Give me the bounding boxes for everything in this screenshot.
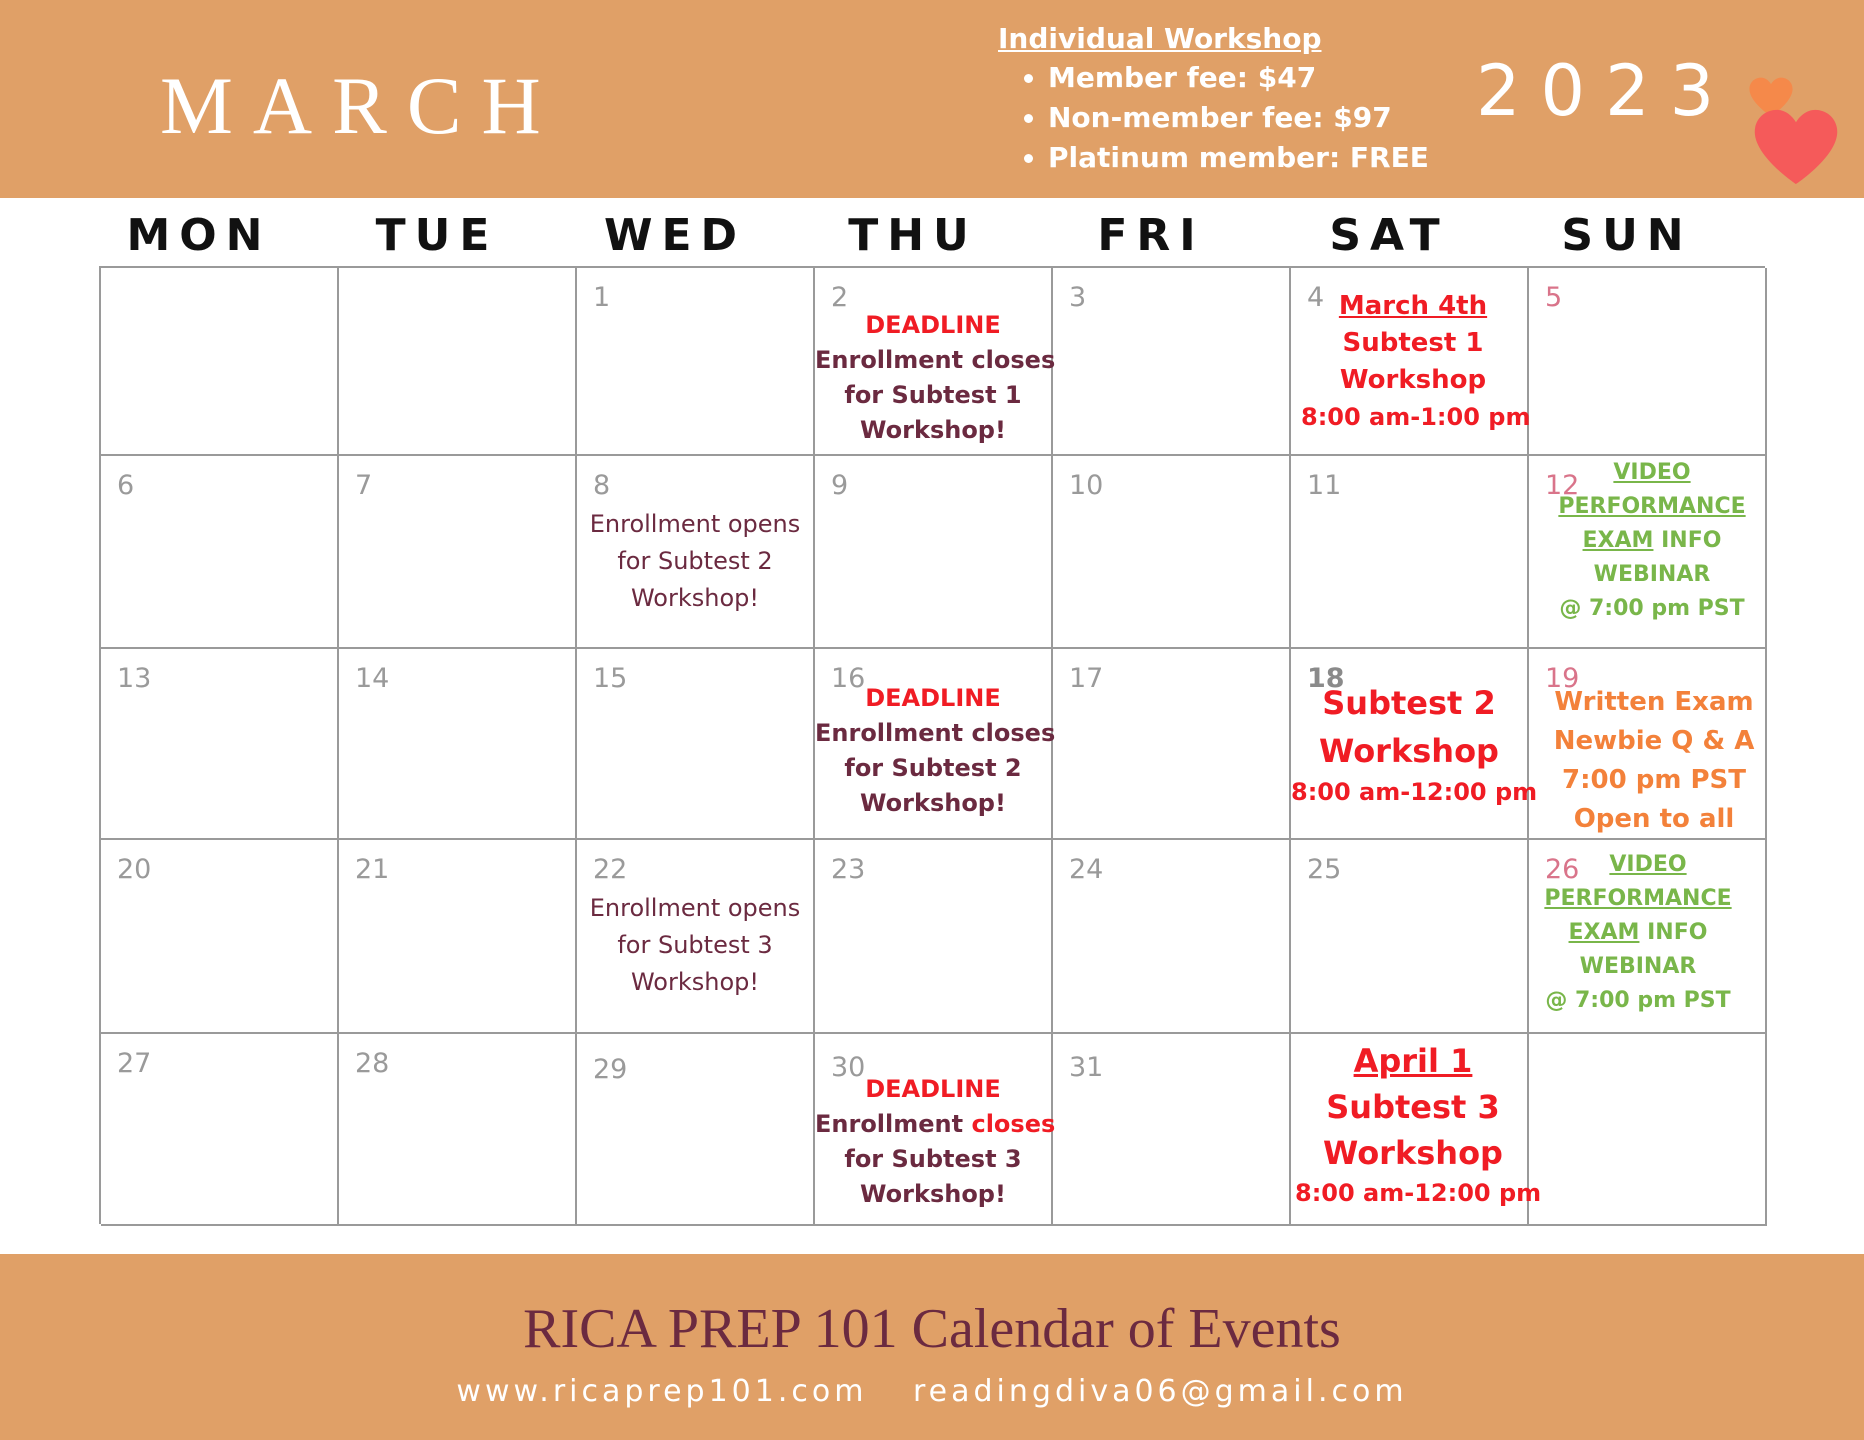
event-line: Subtest 3	[1326, 1088, 1500, 1126]
event-word: INFO	[1653, 528, 1722, 553]
day-cell-15	[577, 649, 815, 840]
event-line: for Subtest 2	[617, 547, 773, 575]
event-subtest-3-workshop	[1295, 1038, 1542, 1210]
day-number: 13	[117, 663, 152, 694]
event-line	[1539, 524, 1765, 558]
enrollment-opens-subtest-3	[577, 890, 813, 1001]
day-cell-27	[101, 1034, 339, 1226]
footer-banner	[0, 1254, 1864, 1440]
website-link[interactable]: www.ricaprep101.com	[456, 1374, 868, 1409]
day-cell-13	[101, 649, 339, 840]
event-line: Workshop!	[860, 416, 1006, 444]
event-word: EXAM	[1568, 920, 1640, 945]
day-number: 5	[1545, 282, 1563, 313]
day-cell-12	[1529, 456, 1767, 649]
event-line: PERFORMANCE	[1544, 886, 1732, 911]
month-title: MARCH	[160, 60, 561, 151]
event-line: Workshop!	[630, 968, 760, 996]
event-time: 8:00 am-1:00 pm	[1301, 403, 1531, 431]
event-time: @ 7:00 pm PST	[1545, 988, 1731, 1013]
event-subtest-1-workshop	[1301, 288, 1531, 436]
day-cell-17	[1053, 649, 1291, 840]
day-number: 31	[1069, 1052, 1104, 1083]
event-line: PERFORMANCE	[1558, 494, 1746, 519]
event-line: Enrollment closes	[815, 719, 1056, 747]
event-word: closes	[971, 1110, 1056, 1138]
day-cell-1	[577, 268, 815, 456]
event-line: Enrollment opens	[589, 894, 801, 922]
fees-list	[998, 58, 1429, 178]
event-line: Workshop!	[860, 789, 1006, 817]
written-exam-qa	[1541, 683, 1767, 839]
day-number: 4	[1307, 282, 1325, 313]
day-cell-30	[815, 1034, 1056, 1226]
enrollment-opens-subtest-2	[577, 506, 813, 617]
day-number: 7	[355, 470, 373, 501]
event-word: Enrollment	[815, 1110, 972, 1138]
day-cell-5	[1529, 268, 1767, 456]
day-cell-19	[1529, 649, 1767, 840]
event-line	[1525, 916, 1751, 950]
day-number: 3	[1069, 282, 1087, 313]
day-number: 2	[831, 282, 849, 313]
deadline-label: DEADLINE	[865, 311, 1001, 339]
day-number: 1	[593, 282, 611, 313]
event-line: Written Exam	[1554, 687, 1754, 717]
header-banner	[0, 0, 1864, 198]
day-number: 24	[1069, 854, 1104, 885]
weekday-wed: WED	[603, 210, 747, 261]
day-number: 18	[1307, 663, 1345, 694]
day-number: 30	[831, 1052, 866, 1083]
day-cell-24	[1053, 840, 1291, 1034]
day-number: 8	[593, 470, 611, 501]
fee-non-member: • Non-member fee: $97	[1048, 98, 1429, 138]
workshop-fees	[998, 20, 1429, 178]
day-number: 11	[1307, 470, 1342, 501]
day-number: 12	[1545, 470, 1580, 501]
event-line: WEBINAR	[1579, 954, 1697, 979]
day-number: 25	[1307, 854, 1342, 885]
event-line: Workshop!	[630, 584, 760, 612]
event-time: 8:00 am-12:00 pm	[1295, 1179, 1542, 1207]
event-date: March 4th	[1338, 291, 1488, 321]
day-cell-18	[1291, 649, 1538, 840]
day-cell-7	[339, 456, 577, 649]
event-line: for Subtest 3	[617, 931, 773, 959]
day-cell-6	[101, 456, 339, 649]
deadline-label: DEADLINE	[865, 684, 1001, 712]
deadline-label: DEADLINE	[865, 1075, 1001, 1103]
day-cell-16	[815, 649, 1056, 840]
event-line: for Subtest 2	[844, 754, 1022, 782]
year-title: 2023	[1476, 50, 1735, 132]
footer-title: RICA PREP 101 Calendar of Events	[523, 1298, 1341, 1360]
email-link[interactable]: readingdiva06@gmail.com	[913, 1374, 1408, 1409]
weekday-fri: FRI	[1097, 210, 1205, 261]
event-line: VIDEO	[1609, 852, 1687, 877]
day-cell-11	[1291, 456, 1529, 649]
day-cell-22	[577, 840, 815, 1034]
event-line: for Subtest 3	[844, 1145, 1022, 1173]
event-line: for Subtest 1	[844, 381, 1022, 409]
weekday-mon: MON	[126, 210, 272, 261]
event-line: Workshop	[1323, 1134, 1503, 1172]
fees-title: Individual Workshop	[998, 22, 1322, 55]
event-date: April 1	[1353, 1042, 1473, 1080]
day-number: 19	[1545, 663, 1580, 694]
day-number: 26	[1545, 854, 1580, 885]
event-line: Subtest 2	[1322, 684, 1496, 722]
day-cell-28	[339, 1034, 577, 1226]
day-number: 23	[831, 854, 866, 885]
weekday-sun: SUN	[1561, 210, 1693, 261]
day-number: 9	[831, 470, 849, 501]
event-word: INFO	[1639, 920, 1708, 945]
event-line: Workshop!	[860, 1180, 1006, 1208]
video-performance-webinar	[1525, 848, 1751, 1018]
day-cell-14	[339, 649, 577, 840]
weekday-tue: TUE	[375, 210, 499, 261]
deadline-subtest-3	[815, 1072, 1056, 1212]
day-number: 17	[1069, 663, 1104, 694]
event-line: Enrollment opens	[589, 510, 801, 538]
day-number: 20	[117, 854, 152, 885]
event-subtest-2-workshop	[1291, 679, 1538, 809]
day-number: 10	[1069, 470, 1104, 501]
day-number: 6	[117, 470, 135, 501]
day-cell-2	[815, 268, 1056, 456]
event-time: @ 7:00 pm PST	[1559, 596, 1745, 621]
event-line	[815, 1107, 1056, 1142]
day-cell-31	[1053, 1034, 1291, 1226]
event-line: Subtest 1	[1342, 328, 1484, 358]
event-line: VIDEO	[1613, 460, 1691, 485]
day-cell-empty	[101, 268, 339, 456]
day-cell-25	[1291, 840, 1529, 1034]
event-time: 8:00 am-12:00 pm	[1291, 778, 1538, 806]
day-cell-20	[101, 840, 339, 1034]
event-line: WEBINAR	[1593, 562, 1711, 587]
event-line: Workshop	[1319, 732, 1499, 770]
day-cell-26	[1529, 840, 1767, 1034]
day-cell-3	[1053, 268, 1291, 456]
day-cell-8	[577, 456, 815, 649]
fee-member: • Member fee: $47	[1048, 58, 1429, 98]
day-cell-21	[339, 840, 577, 1034]
weekday-thu: THU	[848, 210, 978, 261]
day-cell-4	[1291, 268, 1529, 456]
deadline-subtest-2	[815, 681, 1056, 821]
weekday-sat: SAT	[1329, 210, 1449, 261]
big-heart-icon	[1752, 104, 1840, 190]
event-line: Enrollment closes	[815, 346, 1056, 374]
event-time: 7:00 pm PST	[1562, 765, 1746, 795]
deadline-subtest-1	[815, 308, 1056, 448]
day-cell-empty	[339, 268, 577, 456]
event-line: Open to all	[1573, 804, 1735, 834]
day-number: 28	[355, 1048, 390, 1079]
day-cell-9	[815, 456, 1053, 649]
fee-platinum: • Platinum member: FREE	[1048, 138, 1429, 178]
event-line: Newbie Q & A	[1553, 726, 1755, 756]
day-number: 16	[831, 663, 866, 694]
day-cell-empty	[1529, 1034, 1767, 1226]
day-cell-april-1	[1291, 1034, 1542, 1226]
day-cell-10	[1053, 456, 1291, 649]
event-line: Workshop	[1339, 365, 1487, 395]
day-cell-23	[815, 840, 1053, 1034]
day-number: 21	[355, 854, 390, 885]
day-number: 22	[593, 854, 628, 885]
calendar-grid	[99, 266, 1765, 1224]
event-word: EXAM	[1582, 528, 1654, 553]
day-number: 27	[117, 1048, 152, 1079]
day-number: 29	[593, 1054, 628, 1085]
video-performance-webinar	[1539, 456, 1765, 626]
day-cell-29	[577, 1034, 815, 1226]
day-number: 14	[355, 663, 390, 694]
footer-contact	[0, 1372, 1864, 1412]
day-number: 15	[593, 663, 628, 694]
